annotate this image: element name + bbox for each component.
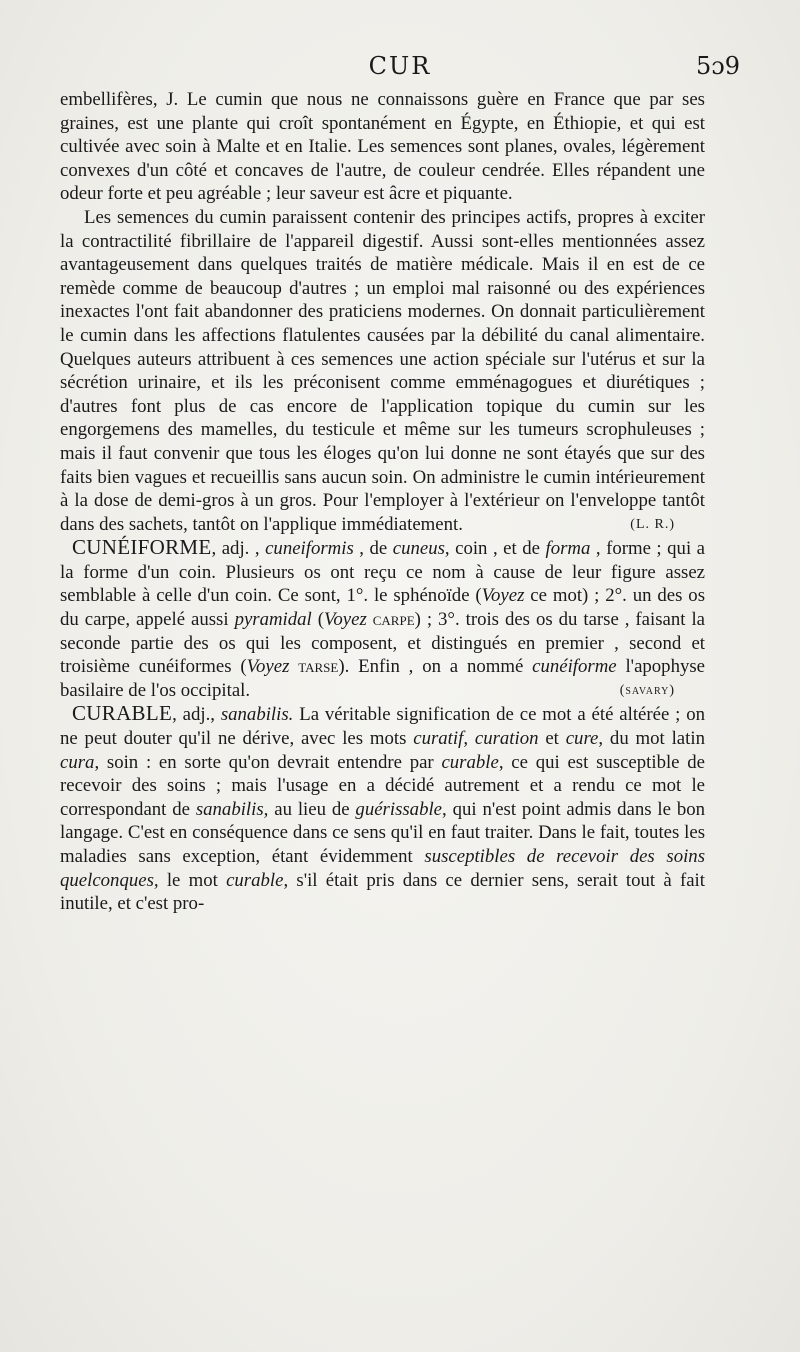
italic-term: cuneus [392, 538, 445, 560]
paragraph-cumin-uses [60, 206, 705, 536]
italic-term: sanabilis, [195, 798, 269, 820]
entry-text: , adj. , [211, 538, 266, 560]
entry-text: , s'il était pris dans ce dernier sens, serait tout à fait inutile, et c'est pro- [60, 869, 705, 915]
italic-term: forma [545, 538, 591, 560]
cross-reference: Voyez [324, 609, 367, 631]
italic-term: cure [565, 728, 599, 750]
italic-term: cura [60, 751, 95, 773]
italic-term: cunéiforme [532, 656, 617, 678]
small-caps-reference: tarse [298, 656, 339, 678]
entry-text: le mot [158, 869, 227, 891]
entry-text: ce mot) ; 2°. un des os du carpe, appelé aussi [60, 585, 705, 631]
entry-text: , coin , et de [444, 538, 546, 560]
cross-reference: Voyez [246, 656, 290, 678]
small-caps-reference: carpe [372, 609, 415, 631]
entry-text: ) ; 3°. trois des os du tarse , faisant la seconde partie des os qui les composent, et distingués en premier , second et troisième cunéiformes ( [60, 609, 705, 678]
entry-text: , adj., [172, 704, 221, 726]
author-signature: (L. R.) [630, 516, 675, 532]
entry-text: l'apophyse basilaire de l'os occipital. [60, 656, 706, 701]
entry-text: ( [311, 609, 324, 631]
cross-reference: Voyez [481, 585, 525, 607]
entry-text: , du mot latin [598, 728, 705, 750]
italic-term: cuneiformis [265, 538, 354, 560]
headword: CUNÉIFORME [72, 535, 212, 560]
italic-term: guérissable [355, 798, 443, 820]
italic-term: susceptibles de recevoir des soins quelconques, [60, 846, 706, 891]
italic-term: curable [441, 751, 499, 773]
entry-text: et [538, 728, 566, 750]
italic-term: curable [226, 869, 284, 891]
paragraph-text: Les semences du cumin paraissent contenir des principes actifs, propres à exciter la contractilité fibrillaire de l'appareil digestif. Aussi sont-elles mentionnées assez avantageusement dans quelques traités de matière médicale. Mais il en est de ce remède comme de beaucoup d'autres ; un emploi mal raisonné ou des expériences inexactes l'ont fait abandonner des praticiens modernes. On donnait particulièrement le cumin dans les affections flatulentes causées par la débilité du canal alimentaire. Quelques auteurs attribuent à ces semences une action spéciale sur l'utérus et sur la sécrétion urinaire, et ils les préconisent comme emménagogues et diurétiques ; d'autres font plus de cas encore de l'application topique du cumin sur les engorgemens des mamelles, du testicule et même sur les tumeurs scrophuleuses ; mais il faut convenir que tous les éloges qu'on lui donne ne sont étayés que sur des faits bien vagues et recueillis sans aucun soin. On administre le cumin intérieurement à la dose de demi-gros à un gros. Pour l'employer à l'extérieur on l'enveloppe tantôt dans des sachets, tantôt on l'applique immédiatement. [60, 206, 705, 535]
italic-term: pyramidal [234, 609, 312, 631]
text-block [60, 88, 705, 916]
paragraph-continuation: embellifères, J. Le cumin que nous ne connaissons guère en France que par ses graines, est une plante qui croît spontanément en Égypte, en Éthiopie, et qui est cultivée avec soin à Malte et en Italie. Les semences sont planes, ovales, légèrement convexes d'un côté et concaves de l'autre, de couleur cendrée. Elles répandent une odeur forte et peu agréable ; leur saveur est âcre et piquante. [60, 89, 705, 205]
page-number: 5ɔ9 [696, 52, 740, 80]
entry-text: , qui n'est point admis dans le bon langage. C'est en conséquence dans ce sens qu'il en faut traiter. Dans le fait, toutes les maladies sans exception, étant évidemment [60, 798, 705, 867]
entry-text: , ce qui est susceptible de recevoir des soins ; mais l'usage en a décidé autrement et a rendu ce mot le correspondant de [60, 751, 706, 820]
entry-text: ). Enfin , on a nommé [338, 656, 533, 678]
running-title: CUR [368, 52, 432, 80]
italic-term: curatif, curation [413, 728, 539, 750]
entry-text: La véritable signification de ce mot a été altérée ; on ne peut douter qu'il ne dérive, avec les mots [60, 704, 705, 750]
entry-text: , soin : en sorte qu'on devrait entendre par [94, 751, 442, 773]
entry-curable [60, 702, 705, 915]
entry-text: , de [353, 538, 393, 560]
entry-cuneiforme [60, 536, 705, 702]
headword: CURABLE [72, 701, 173, 726]
running-head [60, 52, 740, 88]
entry-text: , forme ; qui a la forme d'un coin. Plusieurs os ont reçu ce nom à cause de leur figure assez semblable à celle d'un coin. Ce sont, 1°. le sphénoïde ( [60, 538, 706, 607]
entry-text: au lieu de [268, 798, 356, 820]
italic-term: sanabilis. [220, 704, 294, 726]
author-signature: (savary) [619, 682, 675, 698]
